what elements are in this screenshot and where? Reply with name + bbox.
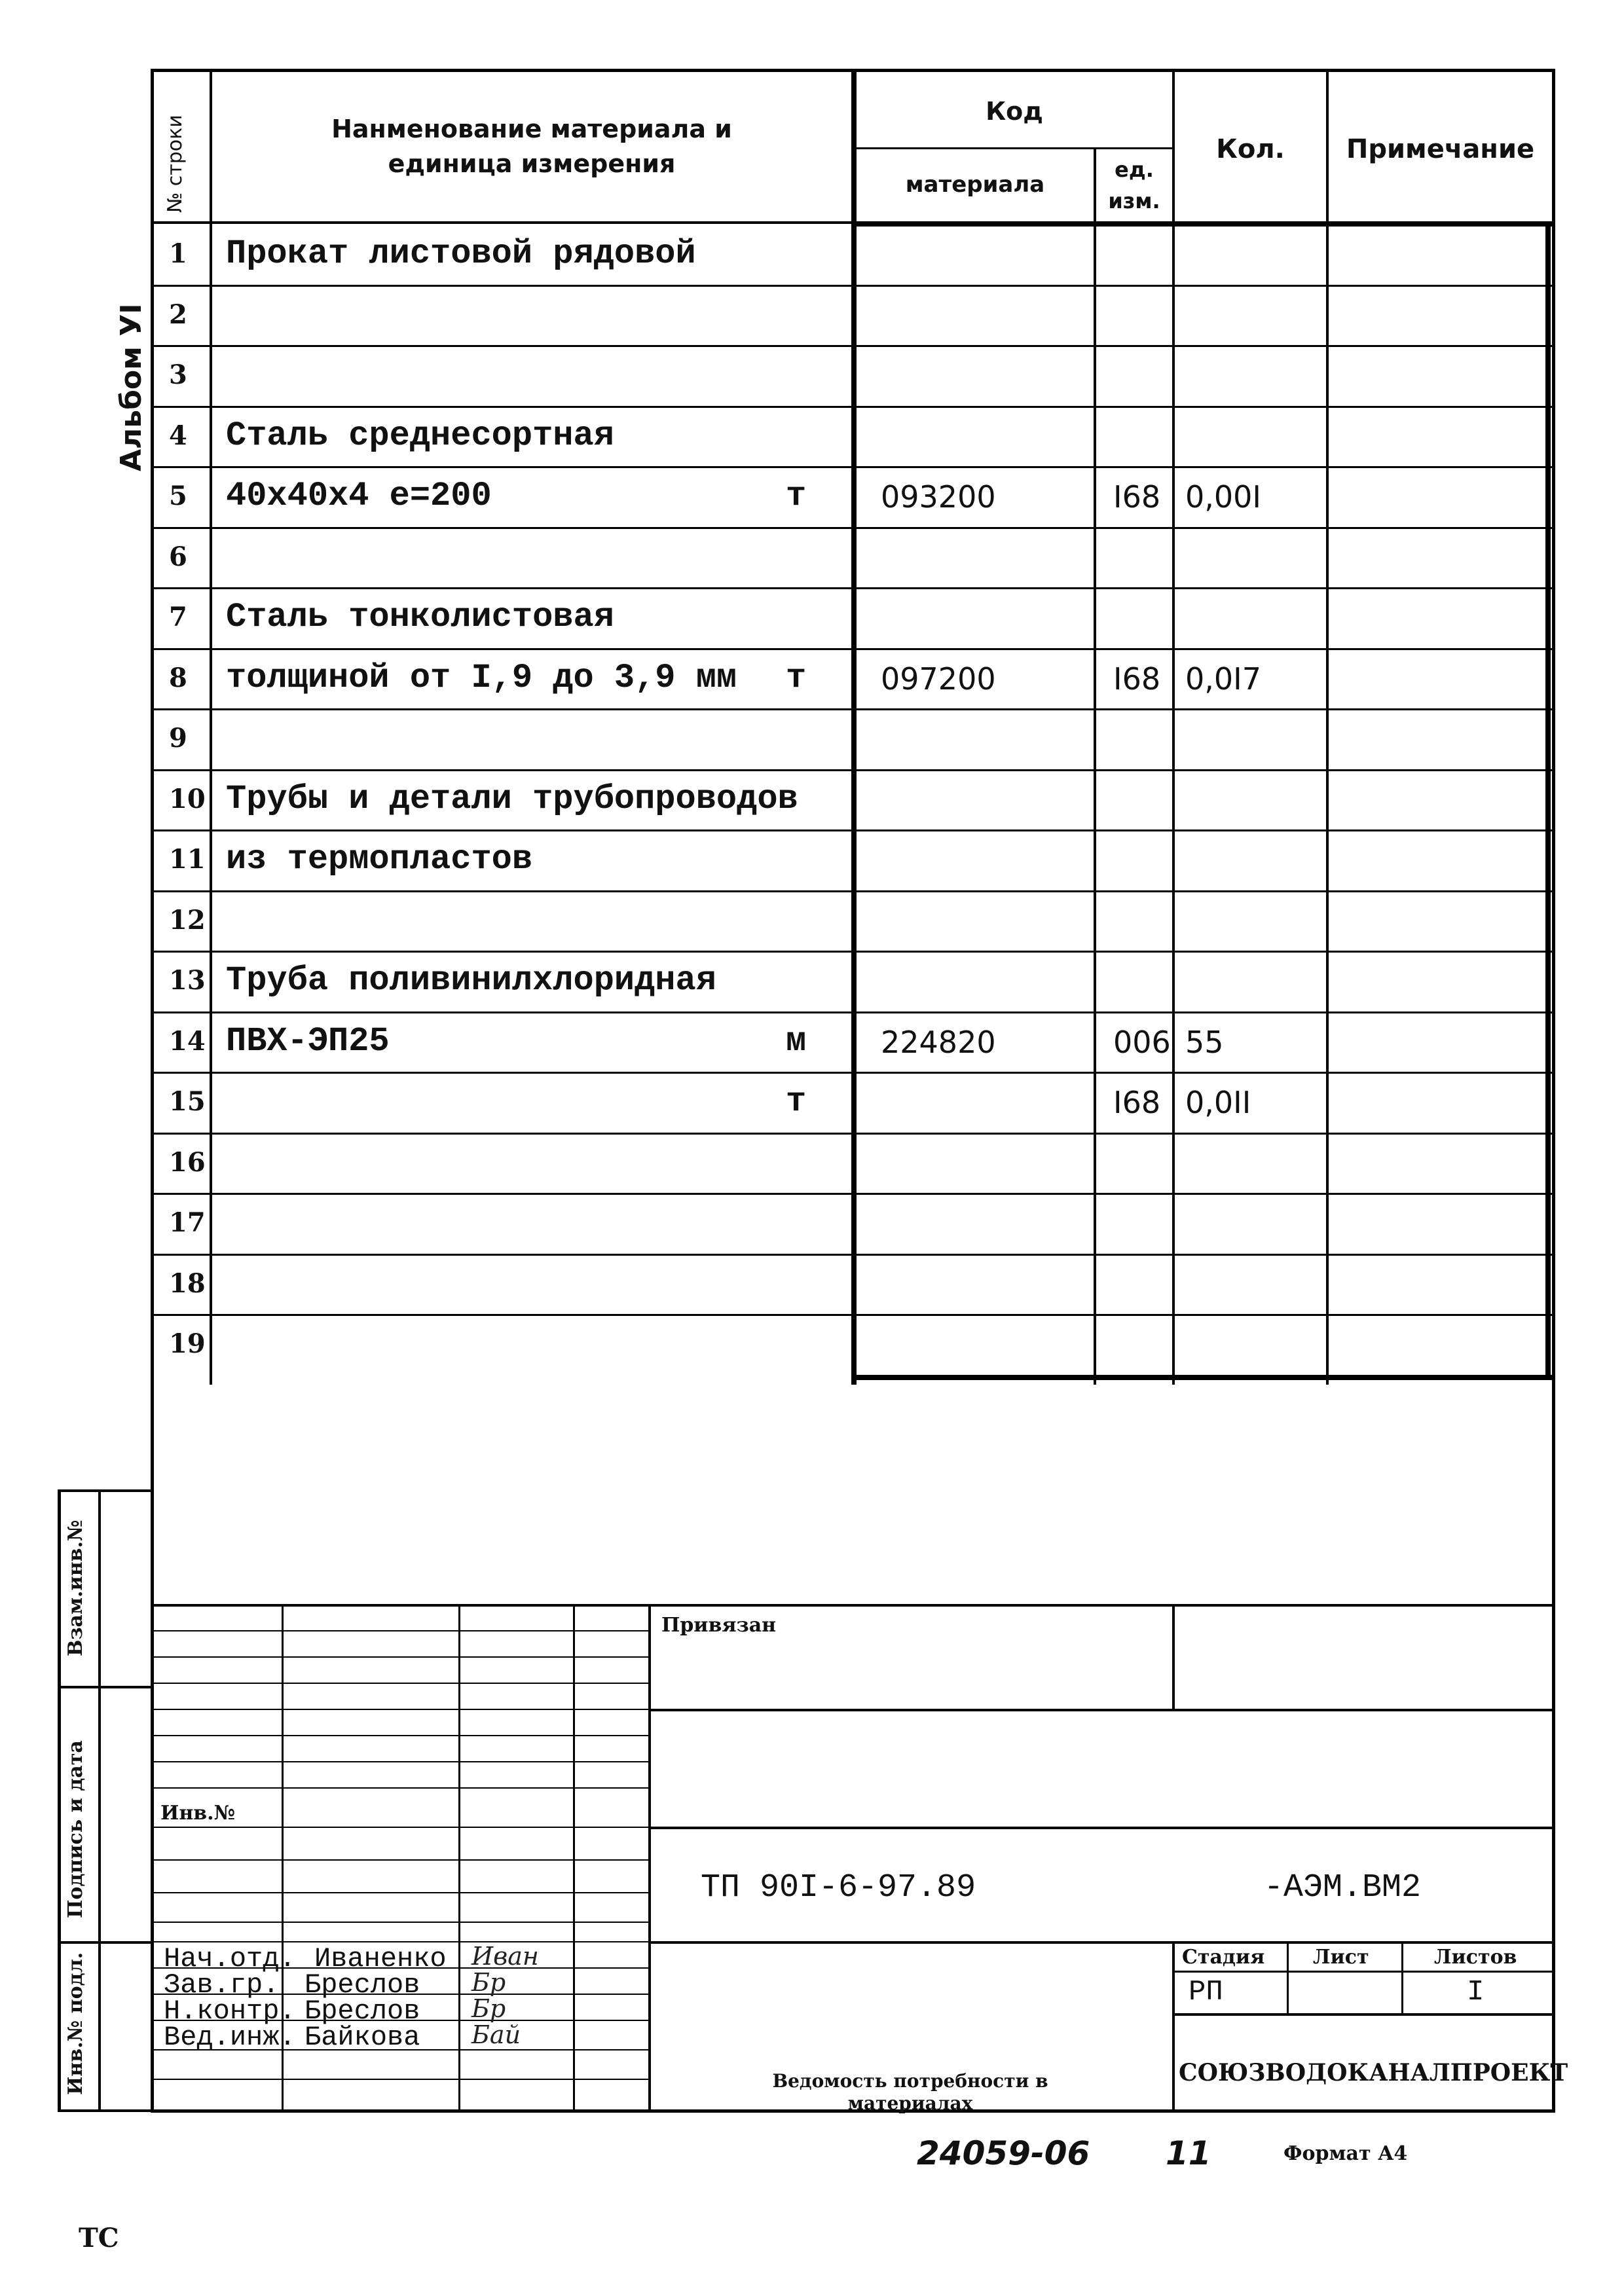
stamp-label-signature: Подпись и дата — [64, 1740, 87, 1918]
row-number: 5 — [169, 481, 187, 511]
stamp-label-replace: Взам.инв.№ — [64, 1520, 87, 1656]
header-code-material: материала — [905, 172, 1045, 198]
row-material-code: 093200 — [881, 479, 996, 515]
tb-doc-bottom — [648, 1941, 1555, 1944]
row-separator — [151, 1133, 1555, 1135]
row-material-name: Прокат листовой рядовой — [226, 234, 696, 273]
tb-top-line — [151, 1604, 1555, 1607]
col-rownum-border — [210, 69, 212, 1385]
header-qty: Кол. — [1216, 134, 1285, 164]
row-material-name: Сталь тонколистовая — [226, 598, 614, 636]
footer-corner: ТС — [79, 2223, 119, 2253]
signer-name: Бреслов — [304, 1969, 420, 2001]
title-block-row-line — [151, 1859, 648, 1861]
row-separator — [151, 466, 1555, 468]
footer-number: 24059-06 — [917, 2134, 1090, 2172]
album-label: Альбом УI — [115, 303, 148, 471]
row-separator — [151, 1193, 1555, 1195]
frame-right — [1552, 69, 1555, 2111]
row-number: 6 — [169, 541, 187, 572]
row-separator — [151, 1254, 1555, 1256]
row-unit-code: 006 — [1113, 1024, 1171, 1060]
header-row-number: № строки — [164, 115, 187, 213]
row-number: 2 — [169, 299, 187, 330]
row-separator — [151, 769, 1555, 771]
header-note: Примечание — [1346, 134, 1535, 164]
signer-name: Байкова — [304, 2022, 420, 2053]
tb-privyazan-bottom — [648, 1709, 1555, 1711]
row-number: 7 — [169, 602, 187, 632]
row-unit: т — [786, 477, 807, 515]
signer-signature: Бай — [471, 2020, 521, 2049]
tb-stage-value: РП — [1189, 1976, 1223, 2009]
stamp-sep-1 — [58, 1686, 153, 1688]
row-material-name: из термопластов — [226, 840, 533, 879]
header-code: Код — [986, 97, 1043, 126]
stamp-top — [58, 1489, 153, 1492]
row-material-code: 097200 — [881, 661, 996, 697]
signer-role: Нач.отд. — [164, 1943, 296, 1975]
signer-signature: Иван — [471, 1942, 539, 1971]
title-block-row-line — [151, 1941, 648, 1942]
tb-doc-suffix: -АЭМ.ВМ2 — [1264, 1869, 1422, 1906]
row-separator — [151, 285, 1555, 287]
row-separator — [151, 1011, 1555, 1013]
title-block-row-line — [151, 1630, 648, 1631]
row-number: 16 — [169, 1146, 206, 1178]
tb-sheet-label: Лист — [1313, 1946, 1369, 1969]
stamp-bottom — [58, 2109, 153, 2112]
body-thick-frame — [851, 221, 1551, 1380]
title-block-row-line — [151, 2079, 648, 2080]
signer-signature: Бр — [471, 1968, 506, 1997]
body-thick-top — [851, 221, 1555, 227]
row-quantity: 0,0II — [1185, 1085, 1251, 1120]
title-block-row-line — [151, 1761, 648, 1762]
row-unit-code: I68 — [1113, 1085, 1161, 1120]
title-block-row-line — [151, 1683, 648, 1684]
row-separator — [151, 1072, 1555, 1074]
row-quantity: 0,0I7 — [1185, 661, 1261, 697]
tb-doc-title-1: Ведомость потребности в — [772, 2070, 1048, 2092]
row-unit-code: I68 — [1113, 661, 1161, 697]
tb-sheet-col — [1401, 1941, 1403, 2013]
tb-doc-top — [648, 1827, 1555, 1829]
tb-doc-title-2: материалах — [847, 2092, 973, 2114]
stamp-divider — [98, 1489, 101, 2111]
stamp-label-original: Инв.№ подл. — [64, 1952, 87, 2095]
row-number: 13 — [169, 965, 206, 996]
signer-name: Бреслов — [304, 1995, 420, 2027]
row-number: 3 — [169, 359, 187, 390]
footer-format: Формат А4 — [1283, 2142, 1408, 2165]
row-separator — [151, 951, 1555, 953]
tb-col-4 — [648, 1604, 651, 2111]
row-separator — [151, 890, 1555, 892]
code-split-line — [851, 147, 1172, 149]
title-block-row-line — [151, 1827, 648, 1828]
row-separator — [151, 829, 1555, 831]
row-separator — [151, 406, 1555, 408]
stamp-sep-2 — [58, 1941, 153, 1944]
tb-stage-label: Стадия — [1182, 1946, 1265, 1969]
tb-stage-col — [1287, 1941, 1289, 2013]
signer-role: Зав.гр. — [164, 1969, 280, 2001]
body-thick-bottom — [851, 1375, 1555, 1380]
title-block-row-line — [151, 1922, 648, 1923]
tb-col-3 — [573, 1604, 575, 2111]
row-unit: м — [786, 1021, 807, 1061]
tb-privyazan: Привязан — [661, 1614, 777, 1637]
title-block-row-line — [151, 1892, 648, 1893]
row-material-name: Сталь среднесортная — [226, 416, 614, 455]
row-unit: т — [786, 658, 807, 697]
tb-sheets-value: I — [1467, 1976, 1485, 2009]
row-material-name: Трубы и детали трубопроводов — [226, 779, 798, 818]
tb-stage-header-line — [1172, 1971, 1555, 1973]
row-quantity: 55 — [1185, 1024, 1224, 1060]
title-block-row-line — [151, 1787, 648, 1789]
row-number: 11 — [169, 844, 206, 875]
tb-doc-code: ТП 90I-6-97.89 — [701, 1869, 976, 1906]
row-material-name: 40х40х4 е=200 — [226, 477, 492, 515]
tb-sheets-label: Листов — [1434, 1946, 1517, 1969]
row-number: 4 — [169, 420, 187, 451]
row-number: 10 — [169, 783, 206, 814]
row-unit-code: I68 — [1113, 479, 1161, 515]
stamp-border — [58, 1489, 61, 2111]
title-block-row-line — [151, 1656, 648, 1658]
header-code-unit-1: ед. — [1115, 157, 1154, 182]
row-separator — [151, 648, 1555, 650]
row-number: 17 — [169, 1207, 206, 1238]
footer-page: 11 — [1166, 2134, 1211, 2172]
signer-role: Н.контр. — [164, 1995, 296, 2027]
row-number: 15 — [169, 1086, 206, 1117]
row-material-name: ПВХ-ЭП25 — [226, 1021, 390, 1061]
row-material-name: толщиной от I,9 до 3,9 мм — [226, 658, 737, 697]
header-name-2: единица измерения — [388, 149, 676, 178]
row-number: 18 — [169, 1267, 206, 1299]
row-number: 12 — [169, 904, 206, 936]
row-separator — [151, 1314, 1555, 1316]
row-number: 19 — [169, 1328, 206, 1359]
row-quantity: 0,00I — [1185, 479, 1261, 515]
frame-left — [151, 69, 154, 2111]
signer-name: Иваненко — [314, 1943, 447, 1975]
row-separator — [151, 345, 1555, 347]
header-name-1: Нанменование материала и — [331, 115, 732, 143]
row-separator — [151, 527, 1555, 529]
row-material-code: 224820 — [881, 1024, 996, 1060]
row-material-name: Труба поливинилхлоридная — [226, 961, 716, 1000]
row-separator — [151, 708, 1555, 710]
title-block-row-line — [151, 1735, 648, 1736]
tb-title-right — [1172, 1941, 1175, 2111]
signer-role: Вед.инж. — [164, 2022, 296, 2053]
tb-inv-no: Инв.№ — [160, 1802, 236, 1825]
row-number: 8 — [169, 662, 187, 693]
signer-signature: Бр — [471, 1994, 506, 2023]
row-unit: т — [786, 1082, 807, 1121]
tb-stage-value-line — [1172, 2013, 1555, 2016]
tb-privyazan-right — [1172, 1604, 1175, 1709]
header-code-unit-2: изм. — [1108, 189, 1160, 213]
row-separator — [151, 587, 1555, 589]
row-number: 9 — [169, 723, 187, 754]
tb-organization: СОЮЗВОДОКАНАЛПРОЕКТ — [1179, 2059, 1568, 2086]
row-number: 1 — [169, 238, 187, 269]
title-block-row-line — [151, 1709, 648, 1710]
tb-col-2 — [458, 1604, 460, 2111]
row-number: 14 — [169, 1025, 206, 1057]
